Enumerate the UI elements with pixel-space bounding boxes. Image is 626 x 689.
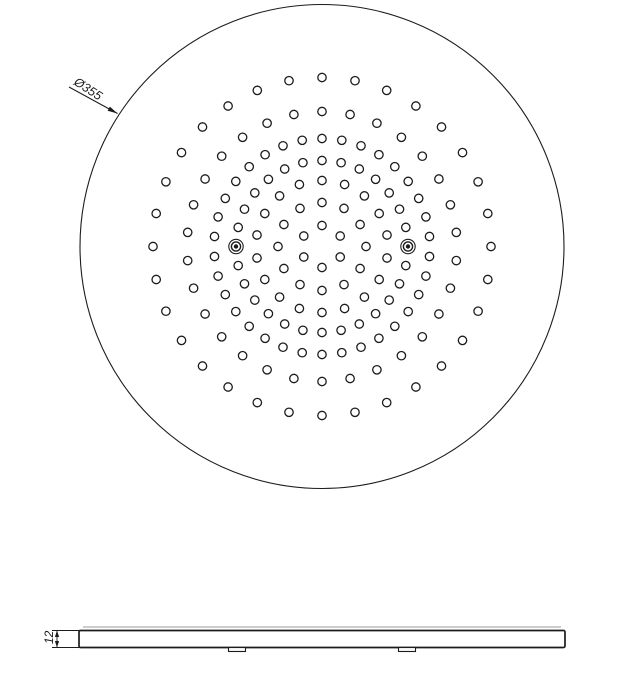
nozzle-hole xyxy=(221,194,229,202)
nozzle-hole xyxy=(383,86,391,94)
nozzle-hole xyxy=(214,213,222,221)
nozzle-hole xyxy=(351,408,359,416)
nozzle-hole xyxy=(336,253,344,261)
nozzle-hole xyxy=(299,159,307,167)
nozzle-hole xyxy=(338,136,346,144)
nozzle-hole xyxy=(245,322,253,330)
nozzle-hole xyxy=(318,308,326,316)
screw-boss-right xyxy=(401,239,415,253)
nozzle-hole xyxy=(356,220,364,228)
thickness-dimension xyxy=(42,630,80,647)
nozzle-hole xyxy=(253,254,261,262)
nozzle-hole xyxy=(425,252,433,260)
nozzle-hole xyxy=(383,254,391,262)
nozzle-hole xyxy=(458,148,466,156)
nozzle-hole xyxy=(356,264,364,272)
nozzle-hole xyxy=(318,107,326,115)
nozzle-hole xyxy=(397,133,405,141)
nozzle-hole xyxy=(280,220,288,228)
nozzle-hole xyxy=(221,290,229,298)
nozzle-hole xyxy=(232,307,240,315)
nozzle-hole xyxy=(318,176,326,184)
nozzle-hole xyxy=(318,377,326,385)
nozzle-hole xyxy=(412,383,420,391)
nozzle-hole xyxy=(198,123,206,131)
nozzle-hole xyxy=(275,293,283,301)
nozzle-hole xyxy=(251,296,259,304)
nozzle-hole xyxy=(418,333,426,341)
nozzle-hole xyxy=(360,293,368,301)
nozzle-hole xyxy=(298,136,306,144)
screw-center-dot xyxy=(234,244,238,248)
screw-boss-left xyxy=(229,239,243,253)
nozzle-hole xyxy=(279,142,287,150)
nozzle-hole xyxy=(340,304,348,312)
nozzle-hole xyxy=(340,204,348,212)
nozzle-hole xyxy=(383,398,391,406)
nozzle-hole xyxy=(487,242,495,250)
nozzle-hole xyxy=(362,242,370,250)
nozzle-hole xyxy=(371,310,379,318)
nozzle-hole xyxy=(385,296,393,304)
nozzle-hole xyxy=(338,349,346,357)
nozzle-hole xyxy=(290,110,298,118)
nozzle-hole xyxy=(437,362,445,370)
nozzle-hole xyxy=(397,352,405,360)
nozzle-hole xyxy=(238,133,246,141)
nozzle-hole xyxy=(189,284,197,292)
leader-arrowhead-icon xyxy=(108,107,118,114)
nozzle-hole xyxy=(184,228,192,236)
nozzle-hole xyxy=(340,280,348,288)
nozzle-hole xyxy=(177,148,185,156)
nozzle-hole xyxy=(299,326,307,334)
nozzle-hole xyxy=(402,223,410,231)
nozzle-hole xyxy=(351,77,359,85)
nozzle-hole xyxy=(318,350,326,358)
nozzle-hole xyxy=(300,253,308,261)
mounting-tab xyxy=(399,648,416,652)
nozzle-hole xyxy=(418,152,426,160)
nozzle-hole xyxy=(452,256,460,264)
nozzle-hole xyxy=(281,320,289,328)
nozzle-hole xyxy=(318,156,326,164)
nozzle-hole xyxy=(318,328,326,336)
nozzle-hole xyxy=(238,352,246,360)
nozzle-hole xyxy=(152,209,160,217)
nozzle-hole xyxy=(232,177,240,185)
nozzle-hole xyxy=(279,343,287,351)
nozzle-hole xyxy=(234,261,242,269)
nozzle-hole xyxy=(274,242,282,250)
nozzle-hole xyxy=(318,221,326,229)
nozzle-hole xyxy=(152,275,160,283)
nozzle-hole xyxy=(474,178,482,186)
nozzle-hole xyxy=(371,175,379,183)
nozzle-hole xyxy=(296,204,304,212)
nozzle-hole xyxy=(198,362,206,370)
nozzle-hole xyxy=(355,320,363,328)
nozzle-hole xyxy=(318,198,326,206)
nozzle-hole xyxy=(395,280,403,288)
nozzle-hole xyxy=(251,189,259,197)
nozzle-hole xyxy=(264,175,272,183)
nozzle-hole xyxy=(253,86,261,94)
nozzle-hole xyxy=(375,209,383,217)
nozzle-hole xyxy=(264,310,272,318)
nozzle-hole xyxy=(280,264,288,272)
nozzle-hole xyxy=(458,336,466,344)
nozzle-hole xyxy=(435,310,443,318)
nozzle-hole xyxy=(263,119,271,127)
nozzle-hole xyxy=(395,205,403,213)
nozzle-hole xyxy=(484,275,492,283)
nozzle-hole xyxy=(214,272,222,280)
nozzle-hole xyxy=(162,307,170,315)
nozzle-hole xyxy=(295,304,303,312)
nozzle-hole xyxy=(234,223,242,231)
nozzle-hole xyxy=(177,336,185,344)
nozzle-hole xyxy=(336,232,344,240)
nozzle-hole xyxy=(253,231,261,239)
nozzle-hole xyxy=(263,366,271,374)
nozzle-hole xyxy=(218,152,226,160)
nozzle-hole xyxy=(296,280,304,288)
nozzle-hole xyxy=(391,322,399,330)
nozzle-hole xyxy=(295,180,303,188)
nozzle-hole xyxy=(357,142,365,150)
nozzle-hole xyxy=(357,343,365,351)
nozzle-hole xyxy=(240,205,248,213)
nozzle-hole xyxy=(285,408,293,416)
nozzle-hole xyxy=(375,334,383,342)
nozzle-hole xyxy=(253,398,261,406)
nozzle-hole xyxy=(375,275,383,283)
nozzle-hole xyxy=(261,275,269,283)
nozzle-hole xyxy=(385,189,393,197)
nozzle-hole xyxy=(337,159,345,167)
nozzle-hole xyxy=(318,263,326,271)
nozzle-hole xyxy=(402,261,410,269)
nozzle-hole xyxy=(184,256,192,264)
nozzle-hole xyxy=(446,284,454,292)
nozzle-hole xyxy=(300,232,308,240)
nozzle-hole xyxy=(415,194,423,202)
nozzle-hole xyxy=(318,73,326,81)
nozzle-hole xyxy=(360,192,368,200)
nozzle-hole xyxy=(373,366,381,374)
nozzle-hole xyxy=(425,232,433,240)
nozzle-hole xyxy=(415,290,423,298)
nozzle-hole xyxy=(437,123,445,131)
nozzle-hole xyxy=(162,178,170,186)
nozzle-hole xyxy=(340,180,348,188)
nozzle-hole xyxy=(452,228,460,236)
nozzle-hole xyxy=(224,383,232,391)
nozzle-hole xyxy=(261,209,269,217)
nozzle-hole xyxy=(285,77,293,85)
nozzle-hole xyxy=(337,326,345,334)
side-view xyxy=(42,627,565,652)
nozzle-hole xyxy=(261,151,269,159)
screw-center-dot xyxy=(406,244,410,248)
nozzle-hole xyxy=(484,209,492,217)
thickness-label: 12 xyxy=(42,630,56,644)
nozzle-hole xyxy=(435,175,443,183)
nozzle-hole xyxy=(201,310,209,318)
nozzle-hole xyxy=(355,165,363,173)
nozzle-hole xyxy=(346,374,354,382)
nozzle-hole xyxy=(218,333,226,341)
nozzle-hole xyxy=(189,201,197,209)
mounting-tab xyxy=(229,648,246,652)
nozzle-hole xyxy=(404,177,412,185)
nozzle-hole xyxy=(149,242,157,250)
nozzle-hole xyxy=(346,110,354,118)
nozzle-hole xyxy=(281,165,289,173)
nozzle-hole xyxy=(210,252,218,260)
plate-side-profile xyxy=(79,631,565,648)
nozzle-hole xyxy=(240,280,248,288)
nozzle-hole xyxy=(275,192,283,200)
nozzle-hole xyxy=(318,411,326,419)
nozzle-hole xyxy=(391,163,399,171)
diameter-label: Ø355 xyxy=(71,74,105,104)
nozzle-hole xyxy=(446,201,454,209)
nozzle-hole xyxy=(261,334,269,342)
nozzle-hole xyxy=(383,231,391,239)
top-view xyxy=(69,5,564,489)
nozzle-hole xyxy=(422,272,430,280)
nozzle-hole xyxy=(210,232,218,240)
nozzle-hole xyxy=(224,102,232,110)
nozzle-hole xyxy=(318,134,326,142)
nozzle-hole xyxy=(412,102,420,110)
nozzle-hole xyxy=(474,307,482,315)
nozzle-hole xyxy=(290,374,298,382)
nozzle-hole xyxy=(201,175,209,183)
nozzle-hole xyxy=(404,307,412,315)
nozzle-hole xyxy=(298,349,306,357)
nozzle-hole xyxy=(373,119,381,127)
nozzle-hole xyxy=(245,163,253,171)
nozzle-hole xyxy=(318,286,326,294)
nozzle-hole xyxy=(422,213,430,221)
nozzle-hole xyxy=(375,151,383,159)
diameter-dimension xyxy=(69,74,118,113)
